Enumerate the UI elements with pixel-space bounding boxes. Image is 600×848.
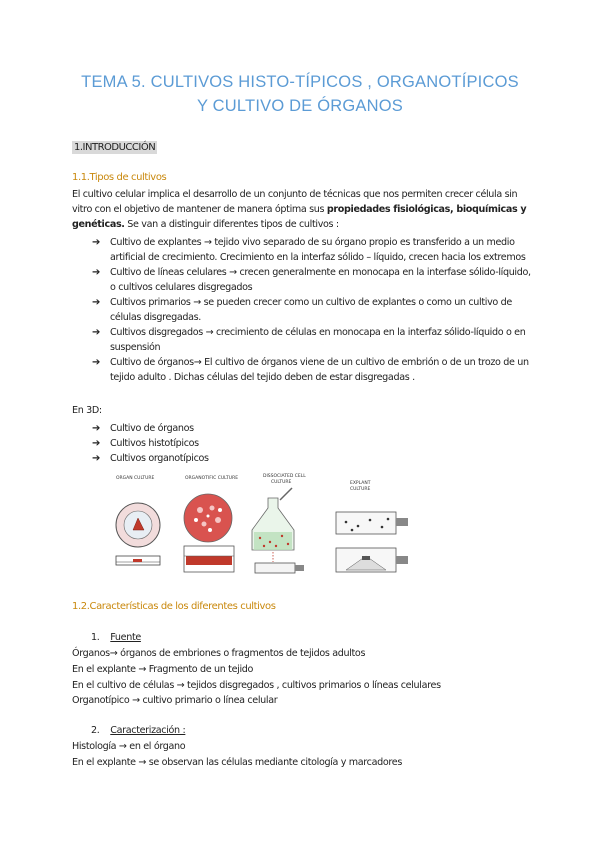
intro-paragraph-text-b: Se van a distinguir diferentes tipos de cultivos :	[124, 219, 339, 230]
list-item	[92, 421, 532, 436]
section-heading-intro: 1.INTRODUCCIÓN	[74, 142, 156, 153]
intro-paragraph-text-a: El cultivo celular implica el desarrollo de un conjunto de técnicas que nos permiten crecer célula sin vitro con el objetivo de mantener de manera óptima sus	[72, 189, 518, 215]
organ-culture-label: ORGAN CULTURE	[116, 476, 155, 481]
arrow-icon: ➔	[92, 453, 101, 464]
subsection-heading-tipos: 1.1.Tipos de cultivos	[72, 172, 167, 183]
list-item-text: Cultivo de líneas celulares → crecen generalmente en monocapa en la interfase sólido-líquido, o cultivos celulares disgregados	[110, 267, 531, 293]
fuente-line-2: En el explante → Fragmento de un tejido	[72, 664, 254, 675]
caracterizacion-heading	[91, 725, 185, 736]
subsection-heading-caracteristicas: 1.2.Características de los diferentes cultivos	[72, 601, 276, 612]
caracterizacion-line-1: Histología → en el órgano	[72, 741, 186, 752]
explant-culture-label-2: CULTURE	[350, 487, 371, 492]
dissociated-culture-label-1: DISSOCIATED CELL	[263, 474, 306, 479]
title-line-2: Y CULTIVO DE ÓRGANOS	[196, 97, 403, 115]
list-item	[92, 355, 532, 385]
caracterizacion-label: Caracterización :	[110, 725, 186, 736]
3d-cultures-list	[92, 421, 532, 466]
caracterizacion-line-2: En el explante → se observan las células mediante citología y marcadores	[72, 757, 402, 768]
organotypic-culture-label: ORGANOTIFIC CULTURE	[185, 476, 239, 481]
organ-culture-figure	[116, 475, 160, 565]
arrow-icon: ➔	[92, 438, 101, 449]
in-3d-label: En 3D:	[72, 405, 102, 416]
list-item	[92, 235, 532, 265]
fuente-line-4: Organotípico → cultivo primario o línea celular	[72, 695, 278, 706]
organotypic-culture-figure	[184, 475, 238, 572]
explant-culture-figure	[336, 480, 408, 572]
dissociated-culture-label-2: CULTURE	[271, 480, 292, 485]
list-item	[92, 436, 532, 451]
list-item-text: Cultivo de órganos→ El cultivo de órganos viene de un cultivo de embrión o de un trozo de un tejido adulto . Dichas células del tejido deben de estar disgregadas .	[110, 357, 529, 383]
list-item	[92, 325, 532, 355]
fuente-number: 1.	[91, 632, 100, 643]
list-item-text: Cultivos primarios → se pueden crecer como un cultivo de explantes o como un cultivo de células disgregadas.	[110, 297, 512, 323]
arrow-icon: ➔	[92, 297, 101, 308]
fuente-line-3: En el cultivo de células → tejidos disgregados , cultivos primarios o líneas celulares	[72, 680, 441, 691]
list-item-text: Cultivo de explantes → tejido vivo separado de su órgano propio es transferido a un medio artificial de crecimiento. Crecimiento en la interfaz sólido – líquido, crecen hacia los extremos	[110, 237, 526, 263]
arrow-icon: ➔	[92, 237, 101, 248]
list-item-text: Cultivos organotípicos	[110, 453, 209, 464]
page-title	[0, 70, 600, 118]
dissociated-cell-culture-figure	[252, 473, 306, 573]
list-item	[92, 295, 532, 325]
intro-paragraph-bold: propiedades fisiológicas, bioquímicas y genéticas.	[72, 204, 527, 230]
list-item	[92, 451, 532, 466]
arrow-icon: ➔	[92, 327, 101, 338]
explant-culture-label-1: EXPLANT	[350, 481, 371, 486]
list-item-text: Cultivos histotípicos	[110, 438, 199, 449]
fuente-label: Fuente	[110, 632, 141, 643]
caracterizacion-number: 2.	[91, 725, 100, 736]
list-item-text: Cultivos disgregados → crecimiento de células en monocapa en la interfaz sólido-líquido o en suspensión	[110, 327, 526, 353]
arrow-icon: ➔	[92, 267, 101, 278]
arrow-icon: ➔	[92, 423, 101, 434]
fuente-heading	[91, 632, 141, 643]
list-item	[92, 265, 532, 295]
culture-types-list	[92, 235, 532, 385]
arrow-icon: ➔	[92, 357, 101, 368]
list-item-text: Cultivo de órganos	[110, 423, 194, 434]
intro-paragraph	[72, 187, 532, 232]
culture-types-figure	[100, 470, 430, 580]
fuente-line-1: Órganos→ órganos de embriones o fragmentos de tejidos adultos	[72, 648, 366, 659]
title-line-1: TEMA 5. CULTIVOS HISTO-TÍPICOS , ORGANOTÍPICOS	[81, 73, 519, 91]
